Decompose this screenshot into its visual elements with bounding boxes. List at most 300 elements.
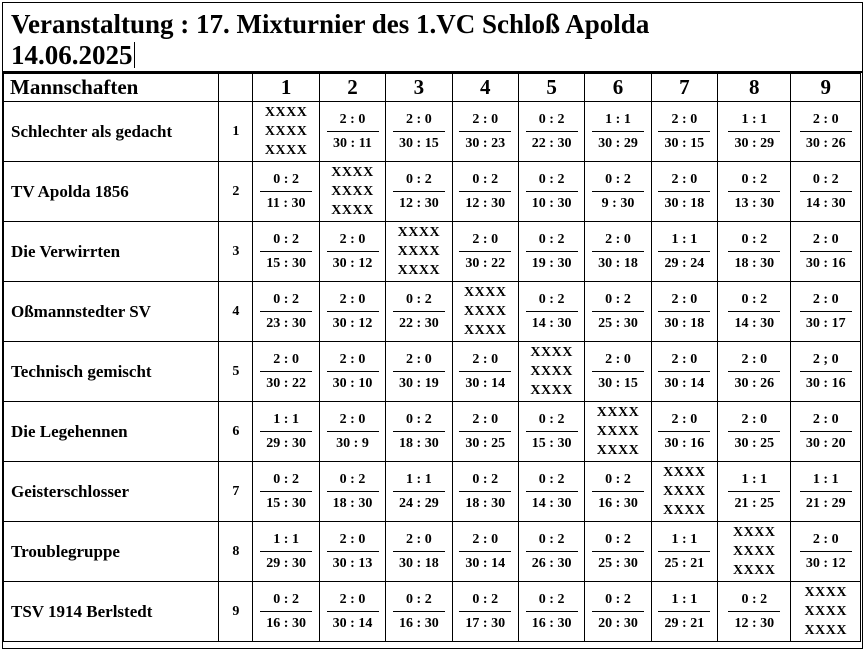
score-separator <box>393 431 445 432</box>
self-match-mark: XXXX <box>264 143 308 158</box>
point-score: 30 : 26 <box>805 135 846 151</box>
point-score: 25 : 30 <box>598 315 638 331</box>
point-score: 25 : 21 <box>664 555 705 571</box>
set-score: 2 : 0 <box>812 291 839 307</box>
match-result-cell <box>791 102 861 162</box>
set-score: 0 : 2 <box>605 531 631 547</box>
self-match-cell <box>651 462 717 522</box>
tournament-sheet <box>2 2 863 649</box>
score-separator <box>459 551 511 552</box>
score-separator <box>526 431 578 432</box>
team-number: 7 <box>219 462 253 522</box>
match-result-cell <box>253 222 319 282</box>
point-score: 23 : 30 <box>266 315 306 331</box>
team-name: TV Apolda 1856 <box>4 162 219 222</box>
set-score: 1 : 1 <box>273 411 299 427</box>
self-match-mark: XXXX <box>530 383 573 398</box>
score-separator <box>800 251 852 252</box>
score-separator <box>327 311 379 312</box>
score-separator <box>800 311 852 312</box>
score-separator <box>592 251 644 252</box>
score-separator <box>260 371 312 372</box>
set-score: 2 : 0 <box>339 591 366 607</box>
set-score: 2 : 0 <box>741 411 768 427</box>
point-score: 24 : 29 <box>399 495 439 511</box>
score-separator <box>526 251 578 252</box>
point-score: 30 : 20 <box>805 435 846 451</box>
score-separator <box>800 551 852 552</box>
score-separator <box>658 131 710 132</box>
match-result-cell <box>319 582 385 642</box>
event-date-line[interactable] <box>11 40 862 71</box>
set-score: 2 : 0 <box>472 411 499 427</box>
score-separator <box>260 311 312 312</box>
table-row <box>4 102 861 162</box>
set-score: 2 : 0 <box>671 411 698 427</box>
match-result-cell <box>791 522 861 582</box>
point-score: 15 : 30 <box>266 255 306 271</box>
score-separator <box>260 251 312 252</box>
match-result-cell <box>253 342 319 402</box>
column-header: 5 <box>518 74 584 102</box>
point-score: 30 : 9 <box>336 435 369 451</box>
point-score: 30 : 16 <box>805 255 846 271</box>
set-score: 0 : 2 <box>538 591 565 607</box>
team-name: Geisterschlosser <box>4 462 219 522</box>
team-number: 9 <box>219 582 253 642</box>
match-result-cell <box>585 522 651 582</box>
match-result-cell <box>651 102 717 162</box>
point-score: 13 : 30 <box>734 195 775 211</box>
point-score: 16 : 30 <box>598 495 638 511</box>
column-header: 3 <box>386 74 452 102</box>
set-score: 0 : 2 <box>406 171 432 187</box>
match-result-cell <box>651 402 717 462</box>
score-separator <box>800 131 852 132</box>
point-score: 22 : 30 <box>399 315 439 331</box>
match-result-cell <box>386 342 452 402</box>
score-separator <box>327 251 379 252</box>
set-score: 0 : 2 <box>538 291 565 307</box>
set-score: 2 : 0 <box>406 111 432 127</box>
team-name: Troublegruppe <box>4 522 219 582</box>
match-result-cell <box>791 162 861 222</box>
score-separator <box>260 431 312 432</box>
self-match-mark: XXXX <box>464 304 507 319</box>
score-separator <box>658 551 710 552</box>
team-name: Schlechter als gedacht <box>4 102 219 162</box>
self-match-mark: XXXX <box>733 525 776 540</box>
point-score: 10 : 30 <box>531 195 572 211</box>
set-score: 2 : 0 <box>605 231 631 247</box>
match-result-cell <box>791 282 861 342</box>
match-result-cell <box>452 162 518 222</box>
match-result-cell <box>319 342 385 402</box>
point-score: 30 : 16 <box>805 375 846 391</box>
score-separator <box>459 491 511 492</box>
score-separator <box>526 131 578 132</box>
set-score: 2 ; 0 <box>812 351 839 367</box>
match-result-cell <box>718 102 791 162</box>
set-score: 0 : 2 <box>538 171 565 187</box>
set-score: 0 : 2 <box>538 111 565 127</box>
point-score: 30 : 25 <box>734 435 775 451</box>
set-score: 1 : 1 <box>406 471 432 487</box>
match-result-cell <box>718 222 791 282</box>
set-score: 1 : 1 <box>671 531 698 547</box>
point-score: 16 : 30 <box>266 615 306 631</box>
set-score: 2 : 0 <box>671 171 698 187</box>
score-separator <box>327 131 379 132</box>
match-result-cell <box>253 282 319 342</box>
set-score: 0 : 2 <box>605 471 631 487</box>
set-score: 2 : 0 <box>339 531 366 547</box>
point-score: 29 : 21 <box>664 615 705 631</box>
match-result-cell <box>386 102 452 162</box>
point-score: 14 : 30 <box>531 315 572 331</box>
match-result-cell <box>452 222 518 282</box>
column-header: 7 <box>651 74 717 102</box>
score-separator <box>728 371 780 372</box>
point-score: 18 : 30 <box>465 495 506 511</box>
point-score: 30 : 14 <box>332 615 373 631</box>
self-match-cell <box>319 162 385 222</box>
point-score: 30 : 14 <box>664 375 705 391</box>
match-result-cell <box>518 522 584 582</box>
self-match-mark: XXXX <box>464 323 507 338</box>
score-separator <box>800 431 852 432</box>
match-result-cell <box>718 402 791 462</box>
match-result-cell <box>452 402 518 462</box>
event-title: Veranstaltung : 17. Mixturnier des 1.VC Schloß Apolda <box>11 9 650 39</box>
set-score: 0 : 2 <box>538 411 565 427</box>
team-name: Die Verwirrten <box>4 222 219 282</box>
match-result-cell <box>518 462 584 522</box>
point-score: 30 : 14 <box>465 375 506 391</box>
match-result-cell <box>651 342 717 402</box>
match-result-cell <box>718 282 791 342</box>
score-separator <box>260 551 312 552</box>
self-match-mark: XXXX <box>397 263 441 278</box>
score-separator <box>658 611 710 612</box>
match-result-cell <box>386 582 452 642</box>
point-score: 30 : 29 <box>598 135 638 151</box>
set-score: 0 : 2 <box>741 291 768 307</box>
point-score: 19 : 30 <box>531 255 572 271</box>
score-separator <box>393 131 445 132</box>
match-result-cell <box>253 582 319 642</box>
set-score: 0 : 2 <box>472 171 499 187</box>
self-match-cell <box>518 342 584 402</box>
set-score: 2 : 0 <box>671 291 698 307</box>
match-result-cell <box>518 162 584 222</box>
self-match-mark: XXXX <box>397 225 441 240</box>
column-header: 9 <box>791 74 861 102</box>
score-separator <box>459 431 511 432</box>
point-score: 30 : 18 <box>664 315 705 331</box>
score-separator <box>658 371 710 372</box>
set-score: 0 : 2 <box>273 471 299 487</box>
column-header: 1 <box>253 74 319 102</box>
self-match-mark: XXXX <box>331 165 374 180</box>
match-result-cell <box>386 162 452 222</box>
point-score: 30 : 19 <box>399 375 439 391</box>
set-score: 2 : 0 <box>273 351 299 367</box>
point-score: 30 : 15 <box>664 135 705 151</box>
score-separator <box>592 491 644 492</box>
self-match-mark: XXXX <box>530 345 573 360</box>
score-separator <box>526 551 578 552</box>
set-score: 0 : 2 <box>406 291 432 307</box>
point-score: 30 : 12 <box>332 315 373 331</box>
set-score: 2 : 0 <box>339 411 366 427</box>
point-score: 25 : 30 <box>598 555 638 571</box>
point-score: 30 : 10 <box>332 375 373 391</box>
score-separator <box>526 491 578 492</box>
team-number: 8 <box>219 522 253 582</box>
self-match-mark: XXXX <box>264 124 308 139</box>
event-date: 14.06.2025 <box>11 40 133 70</box>
match-result-cell <box>585 462 651 522</box>
set-score: 2 : 0 <box>812 111 839 127</box>
point-score: 18 : 30 <box>332 495 373 511</box>
point-score: 16 : 30 <box>399 615 439 631</box>
set-score: 1 : 1 <box>812 471 839 487</box>
set-score: 0 : 2 <box>538 471 565 487</box>
point-score: 26 : 30 <box>531 555 572 571</box>
set-score: 0 : 2 <box>273 291 299 307</box>
point-score: 15 : 30 <box>266 495 306 511</box>
score-separator <box>728 431 780 432</box>
team-name: Technisch gemischt <box>4 342 219 402</box>
set-score: 2 : 0 <box>812 231 839 247</box>
self-match-cell <box>718 522 791 582</box>
match-result-cell <box>651 522 717 582</box>
point-score: 30 : 18 <box>598 255 638 271</box>
table-row <box>4 342 861 402</box>
score-separator <box>728 251 780 252</box>
results-table <box>3 73 861 642</box>
set-score: 0 : 2 <box>538 531 565 547</box>
match-result-cell <box>452 342 518 402</box>
set-score: 0 : 2 <box>406 591 432 607</box>
match-result-cell <box>253 462 319 522</box>
set-score: 0 : 2 <box>273 231 299 247</box>
self-match-mark: XXXX <box>663 465 706 480</box>
point-score: 30 : 23 <box>465 135 506 151</box>
score-separator <box>728 191 780 192</box>
score-separator <box>459 251 511 252</box>
score-separator <box>260 611 312 612</box>
match-result-cell <box>319 402 385 462</box>
score-separator <box>526 311 578 312</box>
point-score: 29 : 30 <box>266 435 306 451</box>
set-score: 0 : 2 <box>406 411 432 427</box>
self-match-mark: XXXX <box>331 184 374 199</box>
match-result-cell <box>651 162 717 222</box>
set-score: 0 : 2 <box>741 171 768 187</box>
score-separator <box>459 611 511 612</box>
match-result-cell <box>253 522 319 582</box>
score-separator <box>327 491 379 492</box>
self-match-mark: XXXX <box>733 563 776 578</box>
self-match-mark: XXXX <box>663 503 706 518</box>
score-separator <box>592 311 644 312</box>
point-score: 9 : 30 <box>601 195 635 211</box>
match-result-cell <box>319 282 385 342</box>
match-result-cell <box>651 222 717 282</box>
set-score: 0 : 2 <box>605 591 631 607</box>
score-separator <box>393 491 445 492</box>
self-match-mark: XXXX <box>596 405 640 420</box>
team-column-header: Mannschaften <box>4 74 219 102</box>
team-number: 5 <box>219 342 253 402</box>
team-number: 3 <box>219 222 253 282</box>
score-separator <box>327 371 379 372</box>
point-score: 30 : 25 <box>465 435 506 451</box>
point-score: 30 : 17 <box>805 315 846 331</box>
score-separator <box>526 611 578 612</box>
set-score: 2 : 0 <box>472 351 499 367</box>
text-cursor <box>134 42 135 68</box>
match-result-cell <box>585 582 651 642</box>
score-separator <box>728 491 780 492</box>
set-score: 1 : 1 <box>671 231 698 247</box>
point-score: 30 : 22 <box>266 375 306 391</box>
set-score: 0 : 2 <box>472 471 499 487</box>
set-score: 2 : 0 <box>472 231 499 247</box>
match-result-cell <box>452 102 518 162</box>
point-score: 30 : 11 <box>333 135 372 151</box>
match-result-cell <box>585 102 651 162</box>
score-separator <box>800 371 852 372</box>
score-separator <box>658 191 710 192</box>
point-score: 14 : 30 <box>734 315 775 331</box>
score-separator <box>260 491 312 492</box>
point-score: 15 : 30 <box>531 435 572 451</box>
set-score: 2 : 0 <box>339 291 366 307</box>
team-name: TSV 1914 Berlstedt <box>4 582 219 642</box>
point-score: 17 : 30 <box>465 615 506 631</box>
set-score: 0 : 2 <box>812 171 839 187</box>
set-score: 2 : 0 <box>406 531 432 547</box>
self-match-cell <box>386 222 452 282</box>
score-separator <box>658 431 710 432</box>
point-score: 30 : 26 <box>734 375 775 391</box>
point-score: 30 : 13 <box>332 555 373 571</box>
match-result-cell <box>319 102 385 162</box>
set-score: 1 : 1 <box>605 111 631 127</box>
match-result-cell <box>386 462 452 522</box>
self-match-mark: XXXX <box>596 424 640 439</box>
point-score: 29 : 30 <box>266 555 306 571</box>
team-number: 4 <box>219 282 253 342</box>
point-score: 14 : 30 <box>805 195 846 211</box>
match-result-cell <box>585 282 651 342</box>
column-header: 6 <box>585 74 651 102</box>
score-separator <box>592 611 644 612</box>
score-separator <box>393 311 445 312</box>
set-score: 2 : 0 <box>339 351 366 367</box>
score-separator <box>327 551 379 552</box>
self-match-mark: XXXX <box>530 364 573 379</box>
score-separator <box>728 611 780 612</box>
set-score: 2 : 0 <box>472 531 499 547</box>
column-header: 8 <box>718 74 791 102</box>
team-name: Oßmannstedter SV <box>4 282 219 342</box>
column-header: 2 <box>319 74 385 102</box>
match-result-cell <box>791 462 861 522</box>
column-header: 4 <box>452 74 518 102</box>
score-separator <box>459 191 511 192</box>
table-row <box>4 402 861 462</box>
match-result-cell <box>319 222 385 282</box>
match-result-cell <box>319 462 385 522</box>
point-score: 30 : 16 <box>664 435 705 451</box>
set-score: 0 : 2 <box>273 591 299 607</box>
match-result-cell <box>718 582 791 642</box>
set-score: 1 : 1 <box>741 471 768 487</box>
score-separator <box>459 131 511 132</box>
set-score: 2 : 0 <box>406 351 432 367</box>
set-score: 0 : 2 <box>741 591 768 607</box>
point-score: 30 : 15 <box>399 135 439 151</box>
point-score: 30 : 15 <box>598 375 638 391</box>
set-score: 2 : 0 <box>605 351 631 367</box>
point-score: 21 : 25 <box>734 495 775 511</box>
match-result-cell <box>585 222 651 282</box>
set-score: 0 : 2 <box>605 291 631 307</box>
match-result-cell <box>518 402 584 462</box>
score-separator <box>658 251 710 252</box>
set-score: 0 : 2 <box>605 171 631 187</box>
match-result-cell <box>253 162 319 222</box>
score-separator <box>327 431 379 432</box>
point-score: 12 : 30 <box>734 615 775 631</box>
self-match-cell <box>585 402 651 462</box>
self-match-cell <box>452 282 518 342</box>
point-score: 16 : 30 <box>531 615 572 631</box>
match-result-cell <box>718 342 791 402</box>
score-separator <box>800 491 852 492</box>
table-row <box>4 222 861 282</box>
match-result-cell <box>791 402 861 462</box>
match-result-cell <box>386 282 452 342</box>
self-match-mark: XXXX <box>804 623 847 638</box>
team-number: 6 <box>219 402 253 462</box>
set-score: 2 : 0 <box>812 531 839 547</box>
title-block <box>3 3 862 73</box>
point-score: 11 : 30 <box>266 195 306 211</box>
score-separator <box>728 131 780 132</box>
set-score: 0 : 2 <box>538 231 565 247</box>
self-match-mark: XXXX <box>733 544 776 559</box>
table-row <box>4 522 861 582</box>
match-result-cell <box>518 102 584 162</box>
table-row <box>4 282 861 342</box>
match-result-cell <box>585 342 651 402</box>
self-match-mark: XXXX <box>397 244 441 259</box>
match-result-cell <box>651 582 717 642</box>
point-score: 30 : 29 <box>734 135 775 151</box>
set-score: 1 : 1 <box>741 111 768 127</box>
score-separator <box>393 191 445 192</box>
set-score: 1 : 1 <box>671 591 698 607</box>
score-separator <box>592 191 644 192</box>
score-separator <box>592 551 644 552</box>
match-result-cell <box>518 222 584 282</box>
team-number: 1 <box>219 102 253 162</box>
